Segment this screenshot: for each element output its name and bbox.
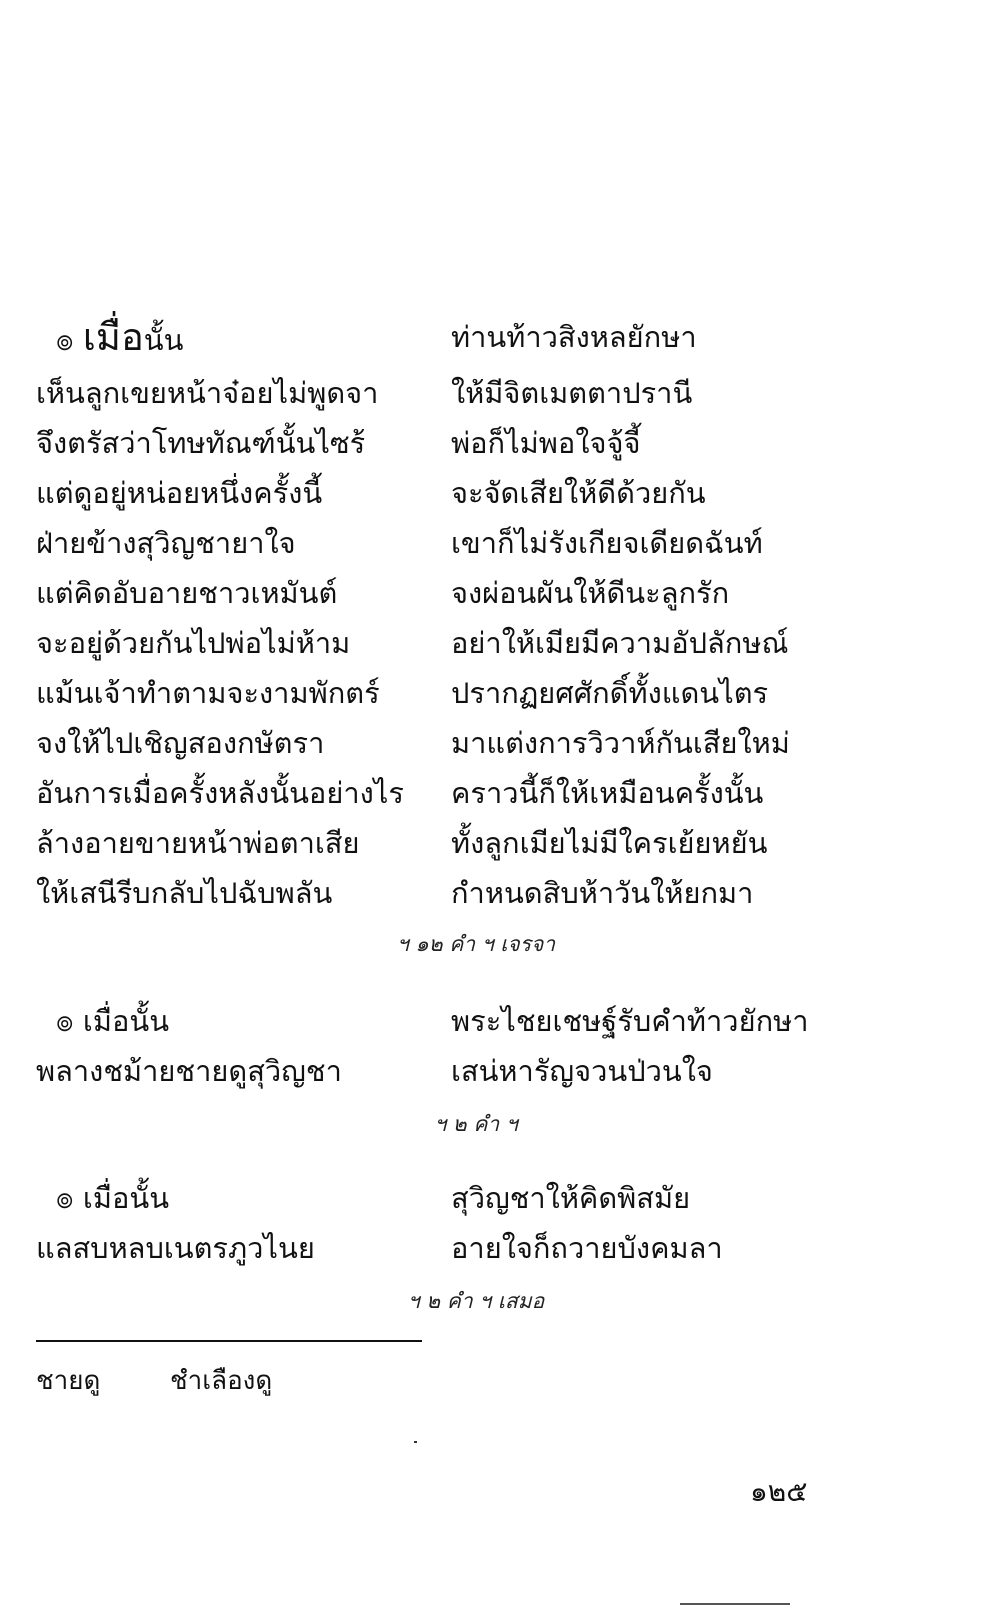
stanza-3-marker: ฯ ๒ คำ ฯ เสมอ bbox=[407, 1289, 545, 1313]
verse-line bbox=[36, 818, 916, 868]
opener-word-rest: นั้น bbox=[143, 323, 184, 357]
stanza-opener-line bbox=[36, 996, 916, 1046]
stanza-opener-line bbox=[36, 1173, 916, 1223]
left-hemistich: จงให้ไปเชิญสองกษัตรา bbox=[36, 726, 325, 760]
verse-line bbox=[36, 868, 916, 918]
verse-mark: ๏ bbox=[56, 323, 74, 357]
right-hemistich: จงผ่อนผันให้ดีนะลูกรัก bbox=[451, 576, 730, 610]
right-hemistich: พ่อก็ไม่พอใจจู้จี้ bbox=[451, 426, 641, 460]
verse-line bbox=[36, 1046, 916, 1096]
left-hemistich: ให้เสนีรีบกลับไปฉับพลัน bbox=[36, 876, 333, 910]
verse-line bbox=[36, 1223, 916, 1273]
right-hemistich: เขาก็ไม่รังเกียจเดียดฉันท์ bbox=[451, 526, 763, 560]
left-hemistich: แต่ดูอยู่หน่อยหนึ่งครั้งนี้ bbox=[36, 476, 323, 510]
opener-word-big: เมื่อ bbox=[82, 315, 144, 359]
right-hemistich: ให้มีจิตเมตตาปรานี bbox=[451, 376, 693, 410]
stanza-opener: ๏ เมื่อนั้น bbox=[56, 1004, 170, 1038]
scan-speck bbox=[414, 1441, 417, 1443]
verse-line bbox=[36, 418, 916, 468]
left-hemistich: เห็นลูกเขยหน้าจ๋อยไม่พูดจา bbox=[36, 376, 379, 410]
verse-line bbox=[36, 518, 916, 568]
verse-line bbox=[36, 618, 916, 668]
opener-right-hemistich: พระไชยเชษฐ์รับคำท้าวยักษา bbox=[451, 1004, 809, 1038]
stanza-opener bbox=[56, 312, 183, 365]
verse-line bbox=[36, 718, 916, 768]
left-hemistich: จะอยู่ด้วยกันไปพ่อไม่ห้าม bbox=[36, 626, 351, 660]
right-hemistich: เสน่หารัญจวนป่วนใจ bbox=[451, 1054, 713, 1088]
opener-right-hemistich: สุวิญชาให้คิดพิสมัย bbox=[451, 1181, 691, 1215]
left-hemistich: อันการเมื่อครั้งหลังนั้นอย่างไร bbox=[36, 776, 404, 810]
right-hemistich: กำหนดสิบห้าวันให้ยกมา bbox=[451, 876, 754, 910]
verse-line bbox=[36, 568, 916, 618]
footnote-term: ชายดู bbox=[36, 1366, 101, 1396]
left-hemistich: ล้างอายขายหน้าพ่อตาเสีย bbox=[36, 826, 360, 860]
right-hemistich: ทั้งลูกเมียไม่มีใครเย้ยหยัน bbox=[451, 826, 768, 860]
right-hemistich: คราวนี้ก็ให้เหมือนครั้งนั้น bbox=[451, 776, 764, 810]
opener-right-hemistich: ท่านท้าวสิงหลยักษา bbox=[451, 320, 697, 354]
stanza-opener-line bbox=[36, 312, 916, 368]
stanza-2-marker: ฯ ๒ คำ ฯ bbox=[434, 1112, 518, 1136]
stanza-1-marker: ฯ ๑๒ คำ ฯ เจรจา bbox=[396, 932, 556, 956]
stanza-2 bbox=[36, 996, 916, 1096]
left-hemistich: แม้นเจ้าทำตามจะงามพักตร์ bbox=[36, 676, 380, 710]
verse-line bbox=[36, 468, 916, 518]
footnote-divider bbox=[36, 1340, 422, 1342]
left-hemistich: ฝ่ายข้างสุวิญชายาใจ bbox=[36, 526, 296, 560]
stanza-3 bbox=[36, 1173, 916, 1273]
verse-line bbox=[36, 668, 916, 718]
stanza-1 bbox=[36, 312, 916, 918]
verse-line bbox=[36, 768, 916, 818]
scan-edge-line bbox=[680, 1603, 790, 1608]
verse-line bbox=[36, 368, 916, 418]
left-hemistich: จึงตรัสว่าโทษทัณฑ์นั้นไซร้ bbox=[36, 426, 366, 460]
page-number: ๑๒๕ bbox=[750, 1475, 808, 1508]
right-hemistich: อายใจก็ถวายบังคมลา bbox=[451, 1231, 723, 1265]
stanza-opener: ๏ เมื่อนั้น bbox=[56, 1181, 170, 1215]
left-hemistich: แต่คิดอับอายชาวเหมันต์ bbox=[36, 576, 338, 610]
footnote-definition: ชำเลืองดู bbox=[170, 1366, 273, 1396]
right-hemistich: จะจัดเสียให้ดีด้วยกัน bbox=[451, 476, 706, 510]
left-hemistich: แลสบหลบเนตรภูวไนย bbox=[36, 1231, 315, 1265]
left-hemistich: พลางชม้ายชายดูสุวิญชา bbox=[36, 1054, 342, 1088]
right-hemistich: อย่าให้เมียมีความอัปลักษณ์ bbox=[451, 626, 789, 660]
right-hemistich: มาแต่งการวิวาห์กันเสียใหม่ bbox=[451, 726, 790, 760]
right-hemistich: ปรากฏยศศักดิ์ทั้งแดนไตร bbox=[451, 676, 769, 710]
